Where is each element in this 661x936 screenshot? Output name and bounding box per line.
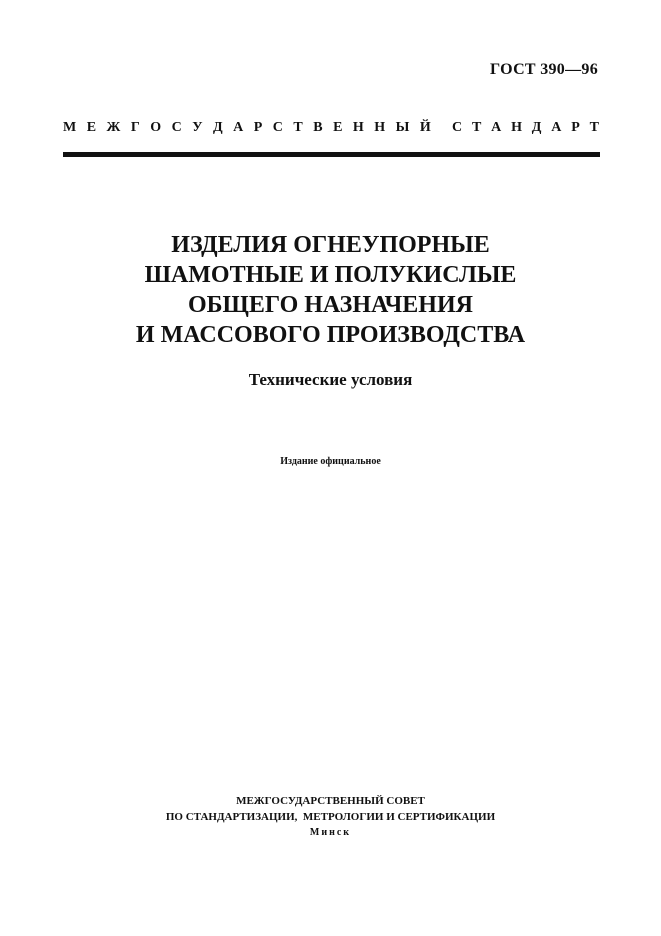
document-number: ГОСТ 390—96 (490, 61, 598, 78)
horizontal-rule (63, 152, 600, 157)
standard-type-word-2: С Т А Н Д А Р Т (452, 120, 599, 135)
title-line-4: И МАССОВОГО ПРОИЗВОДСТВА (135, 322, 526, 348)
document-title (0, 230, 661, 350)
title-line-2: ШАМОТНЫЕ И ПОЛУКИСЛЫЕ (144, 262, 517, 288)
publisher-line-1: МЕЖГОСУДАРСТВЕННЫЙ СОВЕТ (236, 795, 425, 807)
publisher-city: Минск (309, 827, 352, 838)
edition-note: Издание официальное (280, 456, 381, 467)
standard-type-heading (63, 120, 599, 136)
title-line-3: ОБЩЕГО НАЗНАЧЕНИЯ (188, 292, 473, 318)
document-subtitle: Технические условия (248, 370, 413, 389)
title-line-1: ИЗДЕЛИЯ ОГНЕУПОРНЫЕ (171, 232, 490, 258)
standard-type-word-1: М Е Ж Г О С У Д А Р С Т В Е Н Н Ы Й (63, 120, 431, 135)
publisher-block (0, 793, 661, 841)
publisher-line-2: ПО СТАНДАРТИЗАЦИИ, МЕТРОЛОГИИ И СЕРТИФИКАЦИИ (165, 811, 496, 823)
